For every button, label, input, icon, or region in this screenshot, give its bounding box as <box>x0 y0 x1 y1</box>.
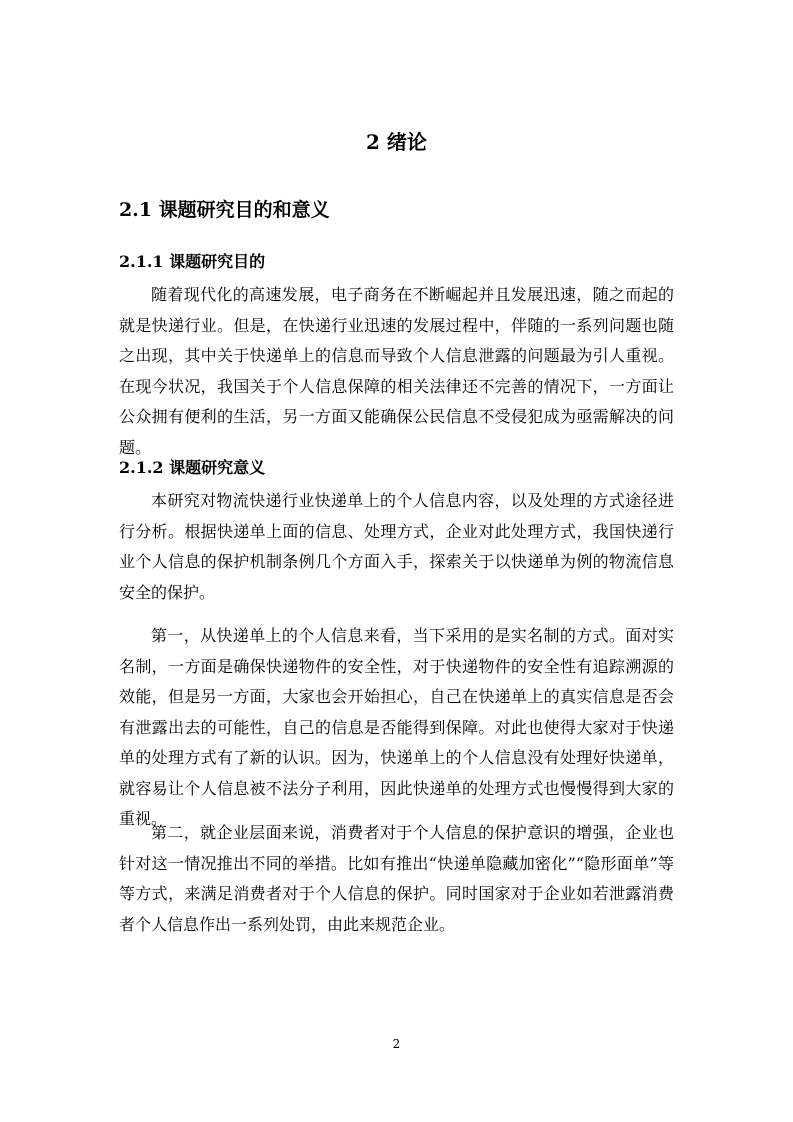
page-number: 2 <box>392 1037 401 1051</box>
subsection-heading-research-significance: 2.1.2 课题研究意义 <box>119 458 266 477</box>
paragraph-second-point: 第二，就企业层面来说，消费者对于个人信息的保护意识的增强，企业也针对这一情况推出不同的举措。比如有推出“快递单隐藏加密化”“隐形面单”等等方式，来满足消费者对于个人信息的保护。同时国家对于企业如若泄露消费者个人信息作出一系列处罚，由此来规范企业。 <box>119 823 674 934</box>
paragraph-research-significance-intro: 本研究对物流快递行业快递单上的个人信息内容，以及处理的方式途径进行分析。根据快递单上面的信息、处理方式，企业对此处理方式，我国快递行业个人信息的保护机制条例几个方面入手，探索关于以快递单为例的物流信息安全的保护。 <box>119 491 674 602</box>
chapter-title: 2 绪论 <box>366 130 427 154</box>
section-heading: 2.1 课题研究目的和意义 <box>119 199 330 221</box>
paragraph-first-point: 第一，从快递单上的个人信息来看，当下采用的是实名制的方式。面对实名制，一方面是确保快递物件的安全性，对于快递物件的安全性有追踪溯源的效能，但是另一方面，大家也会开始担心，自己在快递单上的真实信息是否会有泄露出去的可能性，自己的信息是否能得到保障。对此也使得大家对于快递单的处理方式有了新的认识。因为，快递单上的个人信息没有处理好快递单，就容易让个人信息被不法分子利用，因此快递单的处理方式也慢慢得到大家的重视。 <box>119 626 674 828</box>
subsection-heading-research-purpose: 2.1.1 课题研究目的 <box>119 252 266 271</box>
paragraph-research-purpose: 随着现代化的高速发展，电子商务在不断崛起并且发展迅速，随之而起的就是快递行业。但是，在快递行业迅速的发展过程中，伴随的一系列问题也随之出现，其中关于快递单上的信息而导致个人信息泄露的问题最为引人重视。在现今状况，我国关于个人信息保障的相关法律还不完善的情况下，一方面让公众拥有便利的生活，另一方面又能确保公民信息不受侵犯成为亟需解决的问题。 <box>119 285 674 457</box>
